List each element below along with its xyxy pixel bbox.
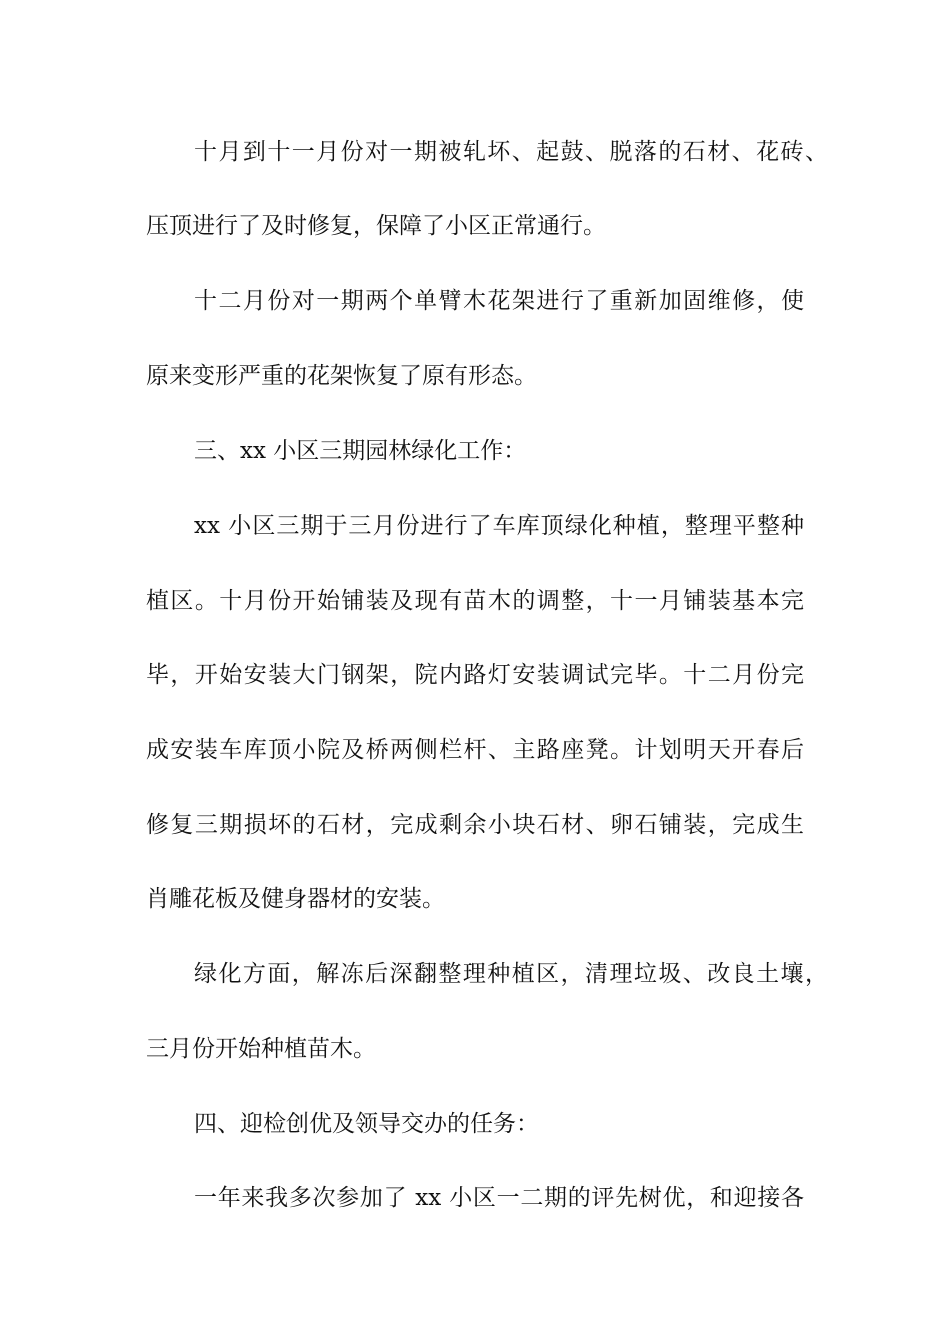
paragraph-line: 毕，开始安装大门钢架，院内路灯安装调试完毕。十二月份完 [146,662,804,688]
paragraph-line: 植区。十月份开始铺装及现有苗木的调整，十一月铺装基本完 [146,588,804,614]
paragraph-line: 成安装车库顶小院及桥两侧栏杆、主路座凳。计划明天开春后 [146,737,804,763]
paragraph-line: 十月到十一月份对一期被轧坏、起鼓、脱落的石材、花砖、 [194,139,828,165]
paragraph-line: xx 小区三期于三月份进行了车库顶绿化种植，整理平整种 [194,513,804,539]
paragraph-line: 压顶进行了及时修复，保障了小区正常通行。 [146,213,606,239]
paragraph-line: 肖雕花板及健身器材的安装。 [146,886,445,912]
paragraph-line: 十二月份对一期两个单臂木花架进行了重新加固维修，使 [194,288,804,314]
paragraph-line: 一年来我多次参加了 xx 小区一二期的评先树优，和迎接各 [194,1185,804,1211]
paragraph-line: 绿化方面，解冻后深翻整理种植区，清理垃圾、改良土壤， [194,961,828,987]
paragraph-line: 修复三期损坏的石材，完成剩余小块石材、卵石铺装，完成生 [146,812,804,838]
section-heading: 三、xx 小区三期园林绿化工作： [194,438,527,464]
paragraph-line: 原来变形严重的花架恢复了原有形态。 [146,363,537,389]
paragraph-line: 三月份开始种植苗木。 [146,1036,376,1062]
section-heading: 四、迎检创优及领导交办的任务： [194,1111,539,1137]
